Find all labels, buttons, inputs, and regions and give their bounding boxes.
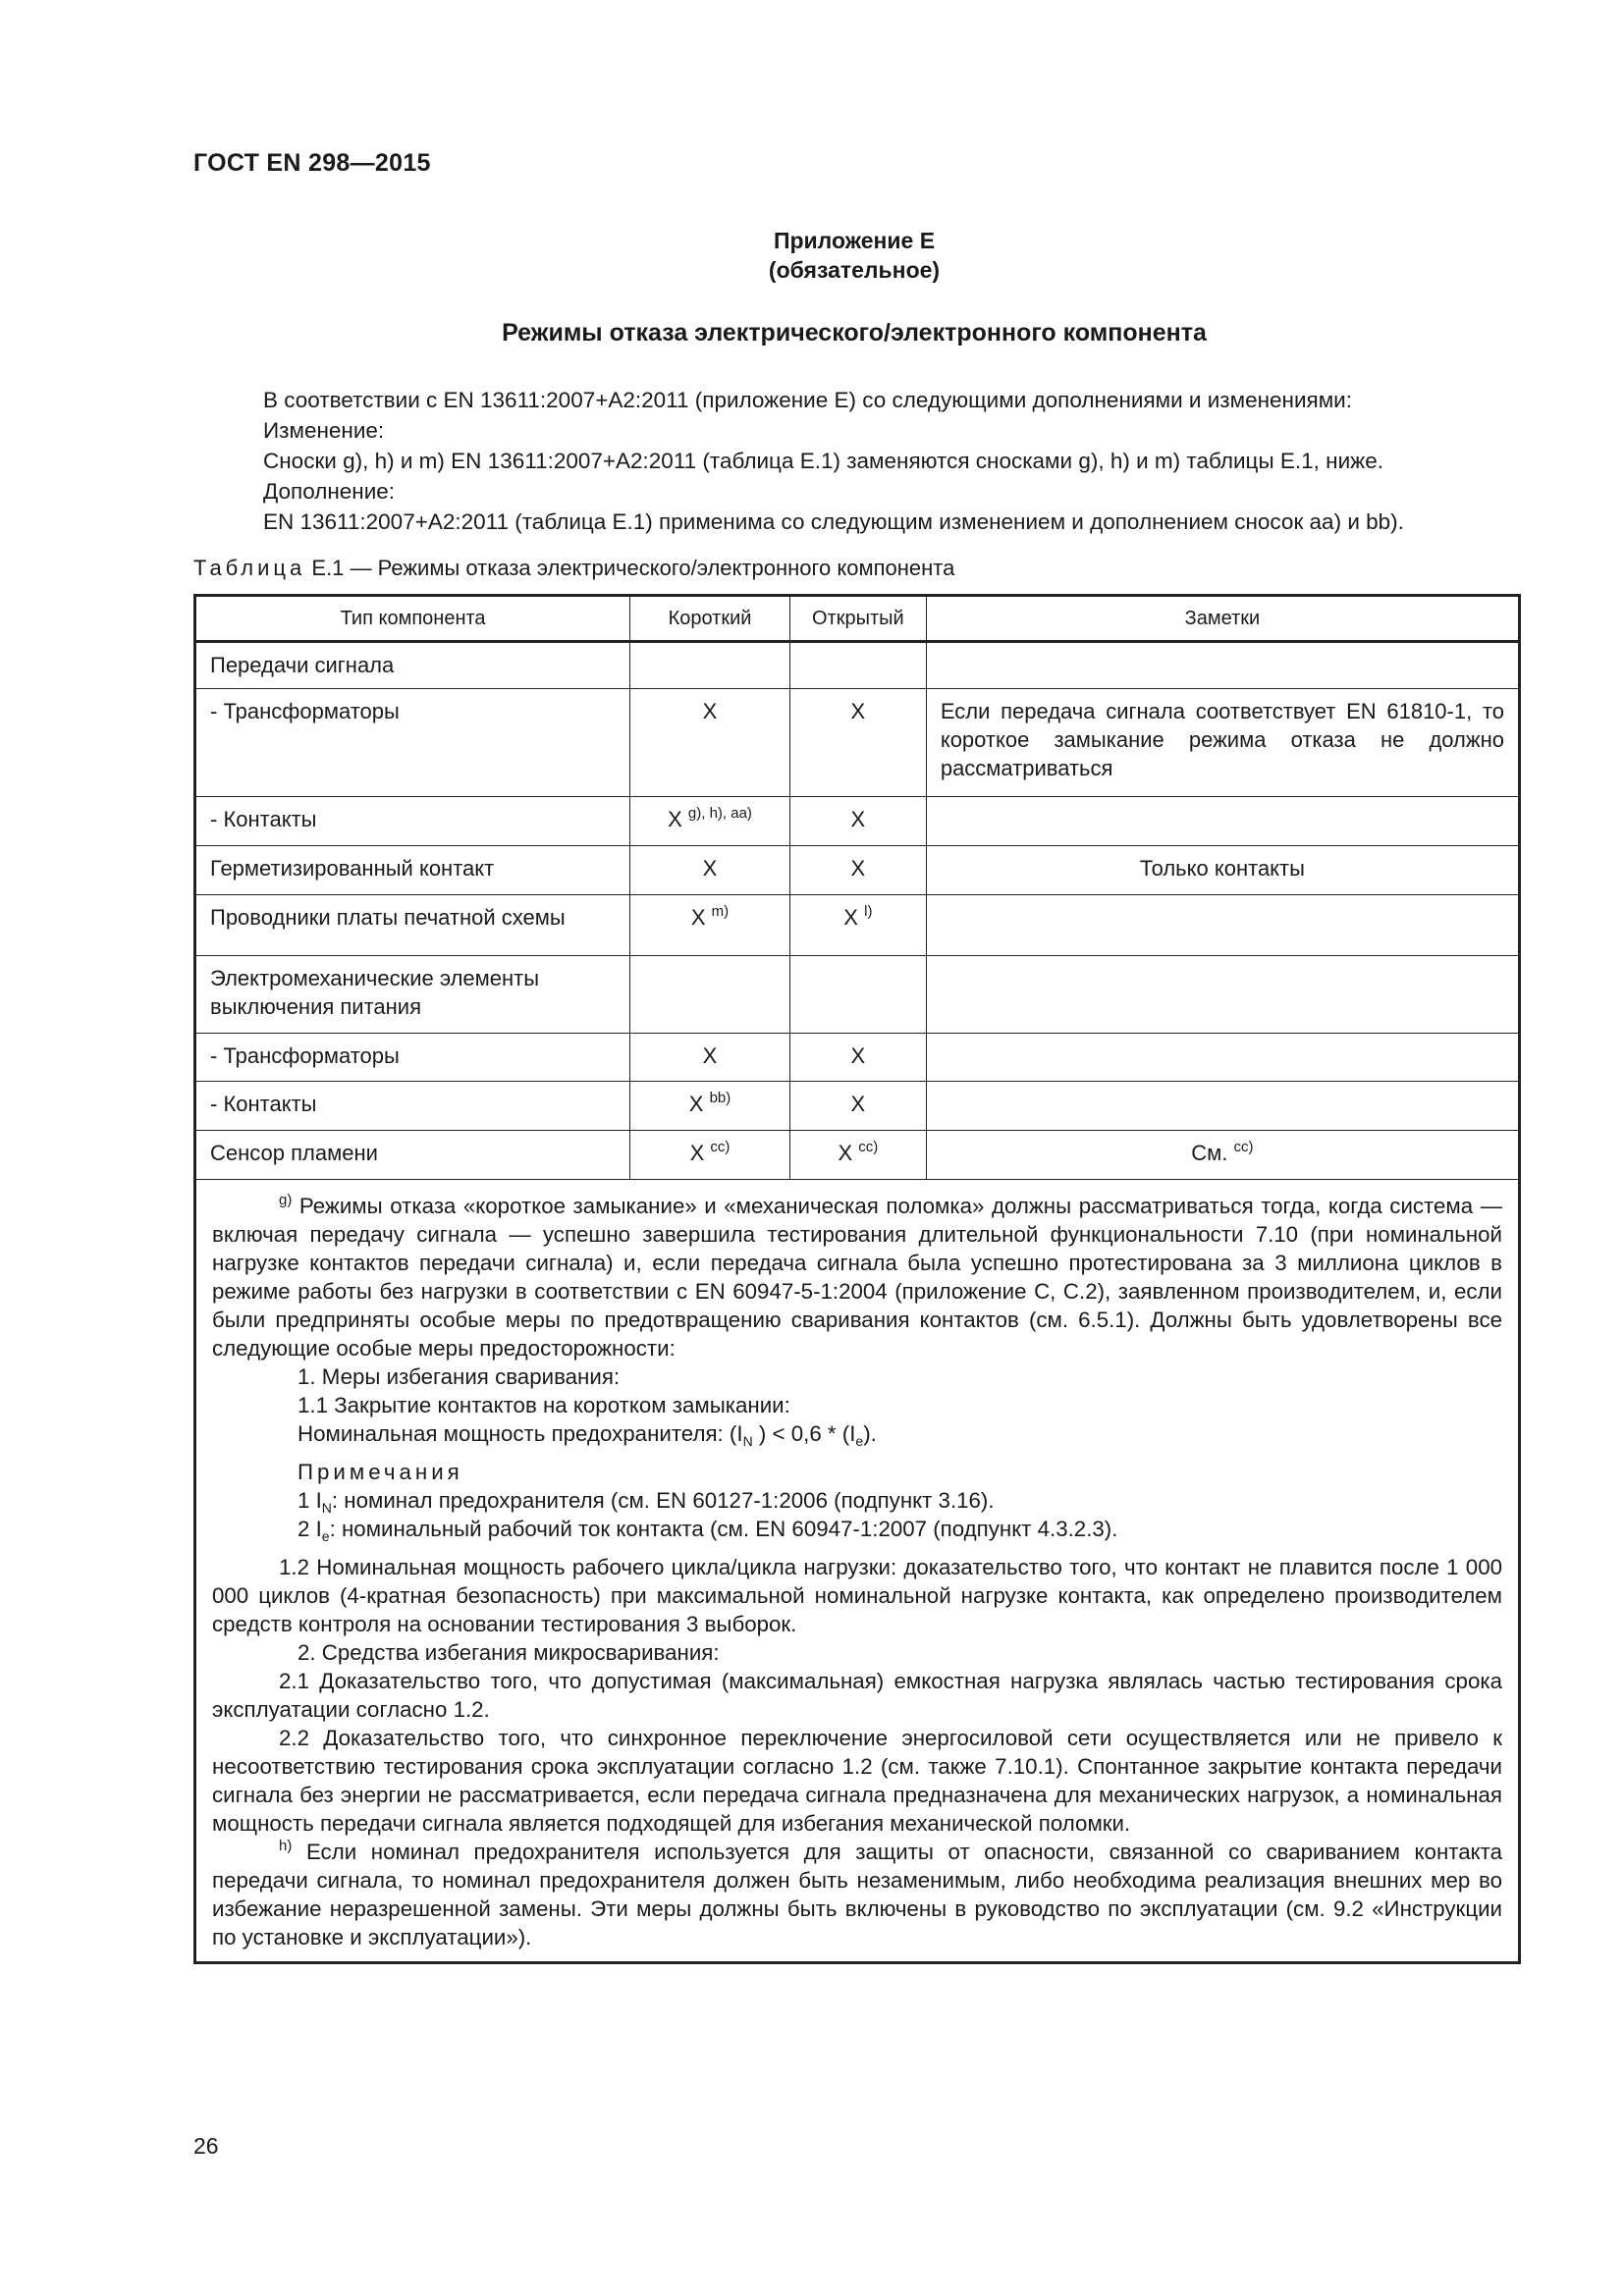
table-header-row bbox=[195, 596, 1520, 642]
footnote-item: 1.2 Номинальная мощность рабочего цикла/цикла нагрузки: доказательство того, что контакт не плавится после 1 000 000 циклов (4-кратная безопасность) при максимальной номинальной нагрузке контакта, как определено производителем средств контроля на основании тестирования 3 выборок. bbox=[212, 1555, 1502, 1636]
note-part: 1 I bbox=[298, 1488, 322, 1513]
note-part: : номинальный рабочий ток контакта (см. EN 60947-1:2007 (подпункт 4.3.2.3). bbox=[329, 1517, 1118, 1541]
intro-line: Дополнение: bbox=[263, 479, 396, 504]
cell-type: Сенсор пламени bbox=[195, 1131, 630, 1180]
intro-line: Сноски g), h) и m) EN 13611:2007+A2:2011 (таблица E.1) заменяются сносками g), h) и m) таблицы E.1, ниже. bbox=[263, 449, 1383, 473]
table-row bbox=[195, 689, 1520, 797]
note-item bbox=[212, 1515, 1502, 1543]
intro-line: Изменение: bbox=[263, 418, 385, 443]
formula-part: Номинальная мощность предохранителя: (I bbox=[298, 1421, 743, 1446]
page-number: 26 bbox=[193, 2133, 219, 2159]
footnote-mark: h) bbox=[279, 1838, 293, 1854]
cell-short bbox=[630, 956, 790, 1034]
cell-open bbox=[789, 956, 926, 1034]
cell-short: X bbox=[630, 1034, 790, 1082]
cell-type: Проводники платы печатной схемы bbox=[195, 895, 630, 956]
cell-type: - Контакты bbox=[195, 797, 630, 846]
formula-subscript: e bbox=[855, 1433, 864, 1449]
table-caption bbox=[193, 556, 954, 581]
note-part: : номинал предохранителя (см. EN 60127-1:2006 (подпункт 3.16). bbox=[331, 1488, 995, 1513]
intro-line: В соответствии с EN 13611:2007+A2:2011 (приложение E) со следующими дополнениями и изменениями: bbox=[263, 388, 1353, 412]
footnote-g bbox=[212, 1192, 1502, 1362]
cell-short-value: X bbox=[688, 1092, 704, 1116]
cell-short-value: X bbox=[689, 1141, 705, 1165]
header-notes: Заметки bbox=[926, 596, 1519, 642]
cell-note bbox=[926, 895, 1519, 956]
table-row bbox=[195, 1131, 1520, 1180]
footnote-text: Если номинал предохранителя используется для защиты от опасности, связанной со свариванием контакта передачи сигнала, то номинал предохранителя должен быть незаменимым, либо необходима реализация внешних мер во избежание неразрешенной замены. Эти меры должны быть включены в руководство по эксплуатации (см. 9.2 «Инструкции по установке и эксплуатации»). bbox=[212, 1840, 1502, 1949]
header-open: Открытый bbox=[789, 596, 926, 642]
cell-note: Только контакты bbox=[926, 846, 1519, 895]
intro-line: EN 13611:2007+A2:2011 (таблица E.1) применима со следующим изменением и дополнением сносок aa) и bb). bbox=[263, 509, 1404, 534]
table-row bbox=[195, 642, 1520, 689]
cell-short bbox=[630, 797, 790, 846]
cell-short: X bbox=[630, 846, 790, 895]
cell-note bbox=[926, 642, 1519, 689]
note-item bbox=[212, 1486, 1502, 1515]
cell-short bbox=[630, 642, 790, 689]
notes-label: Примечания bbox=[298, 1460, 463, 1484]
cell-type: Электромеханические элементы выключения питания bbox=[195, 956, 630, 1034]
annex-heading: Режимы отказа электрического/электронного компонента bbox=[502, 319, 1207, 347]
cell-note bbox=[926, 956, 1519, 1034]
table-row bbox=[195, 895, 1520, 956]
footnote-mark: g) bbox=[279, 1192, 293, 1208]
footnote-text: Режимы отказа «короткое замыкание» и «механическая поломка» должны рассматриваться тогда, когда система — включая передачу сигнала — успешно завершила тестирования длительной функциональности 7.10 (при номинальной нагрузке контактов передачи сигнала) и, если передача сигнала была успешно протестирована за 3 миллиона циклов в режиме работы без нагрузки в соответствии с EN 60947-5-1:2004 (приложение C, C.2), заявленном производителем, и, если были предприняты особые меры по предотвращению сваривания контактов (см. 6.5.1). Должны быть удовлетворены все следующие особые меры предосторожности: bbox=[212, 1194, 1502, 1361]
table-row bbox=[195, 1082, 1520, 1131]
cell-open: X bbox=[789, 1034, 926, 1082]
note-part: 2 I bbox=[298, 1517, 322, 1541]
footnote-item: 2. Средства избегания микросваривания: bbox=[298, 1640, 720, 1665]
table-row bbox=[195, 1034, 1520, 1082]
footnote-ref: cc) bbox=[858, 1139, 879, 1155]
cell-short: X bbox=[630, 689, 790, 797]
cell-type: Герметизированный контакт bbox=[195, 846, 630, 895]
table-caption-word: Таблица bbox=[193, 556, 306, 580]
cell-note: Если передача сигнала соответствует EN 61810-1, то короткое замыкание режима отказа не должно рассматриваться bbox=[926, 689, 1519, 797]
table-caption-text: E.1 — Режимы отказа электрического/электронного компонента bbox=[311, 556, 955, 580]
footnote-item: 1.1 Закрытие контактов на коротком замыкании: bbox=[298, 1393, 790, 1417]
cell-open: X bbox=[789, 689, 926, 797]
table-row bbox=[195, 846, 1520, 895]
document-code: ГОСТ EN 298—2015 bbox=[193, 149, 431, 177]
cell-note-value: См. bbox=[1191, 1141, 1228, 1165]
fuse-formula bbox=[212, 1419, 1502, 1448]
formula-subscript: N bbox=[742, 1433, 753, 1449]
header-short: Короткий bbox=[630, 596, 790, 642]
note-subscript: N bbox=[321, 1500, 332, 1516]
cell-note bbox=[926, 797, 1519, 846]
cell-type: - Трансформаторы bbox=[195, 1034, 630, 1082]
formula-part: ). bbox=[863, 1421, 877, 1446]
cell-type: - Трансформаторы bbox=[195, 689, 630, 797]
cell-open-value: X bbox=[843, 905, 858, 930]
table-row bbox=[195, 956, 1520, 1034]
cell-type: - Контакты bbox=[195, 1082, 630, 1131]
footnote-ref: l) bbox=[864, 903, 873, 920]
annex-type: (обязательное) bbox=[768, 257, 941, 283]
cell-note bbox=[926, 1082, 1519, 1131]
footnote-ref: cc) bbox=[1233, 1139, 1254, 1155]
cell-open-value: X bbox=[838, 1141, 853, 1165]
footnote-item: 1. Меры избегания сваривания: bbox=[298, 1364, 621, 1389]
footnote-item: 2.2 Доказательство того, что синхронное переключение энергосиловой сети осуществляется или не привело к несоответствию тестирования срока эксплуатации согласно 1.2 (см. также 7.10.1). Спонтанное закрытие контакта передачи сигнала без энергии не рассматривается, если передача сигнала предназначена для механических нагрузок, а номинальная мощность передачи сигнала является подходящей для избегания механической поломки. bbox=[212, 1726, 1502, 1836]
cell-open: X bbox=[789, 1082, 926, 1131]
cell-short bbox=[630, 1082, 790, 1131]
table-row bbox=[195, 797, 1520, 846]
footnote-ref: g), h), aa) bbox=[687, 805, 752, 822]
footnotes-row bbox=[195, 1180, 1520, 1963]
header-component-type: Тип компонента bbox=[195, 596, 630, 642]
cell-note bbox=[926, 1034, 1519, 1082]
footnote-ref: bb) bbox=[709, 1090, 731, 1106]
cell-type: Передачи сигнала bbox=[195, 642, 630, 689]
cell-short-value: X bbox=[690, 905, 706, 930]
footnotes-cell bbox=[195, 1180, 1520, 1963]
annex-title: Приложение E bbox=[773, 228, 936, 253]
footnote-ref: cc) bbox=[710, 1139, 731, 1155]
cell-open bbox=[789, 895, 926, 956]
footnote-h bbox=[212, 1838, 1502, 1951]
cell-open bbox=[789, 642, 926, 689]
cell-open bbox=[789, 1131, 926, 1180]
cell-short bbox=[630, 1131, 790, 1180]
failure-modes-table bbox=[193, 594, 1521, 1964]
cell-open: X bbox=[789, 797, 926, 846]
cell-short bbox=[630, 895, 790, 956]
intro-text bbox=[263, 385, 1520, 537]
note-subscript: e bbox=[321, 1528, 330, 1544]
cell-open: X bbox=[789, 846, 926, 895]
cell-note bbox=[926, 1131, 1519, 1180]
formula-part: ) < 0,6 * (I bbox=[752, 1421, 856, 1446]
cell-short-value: X bbox=[668, 807, 682, 831]
footnote-item: 2.1 Доказательство того, что допустимая (максимальная) емкостная нагрузка являлась частью тестирования срока эксплуатации согласно 1.2. bbox=[212, 1669, 1502, 1722]
footnote-ref: m) bbox=[711, 903, 730, 920]
